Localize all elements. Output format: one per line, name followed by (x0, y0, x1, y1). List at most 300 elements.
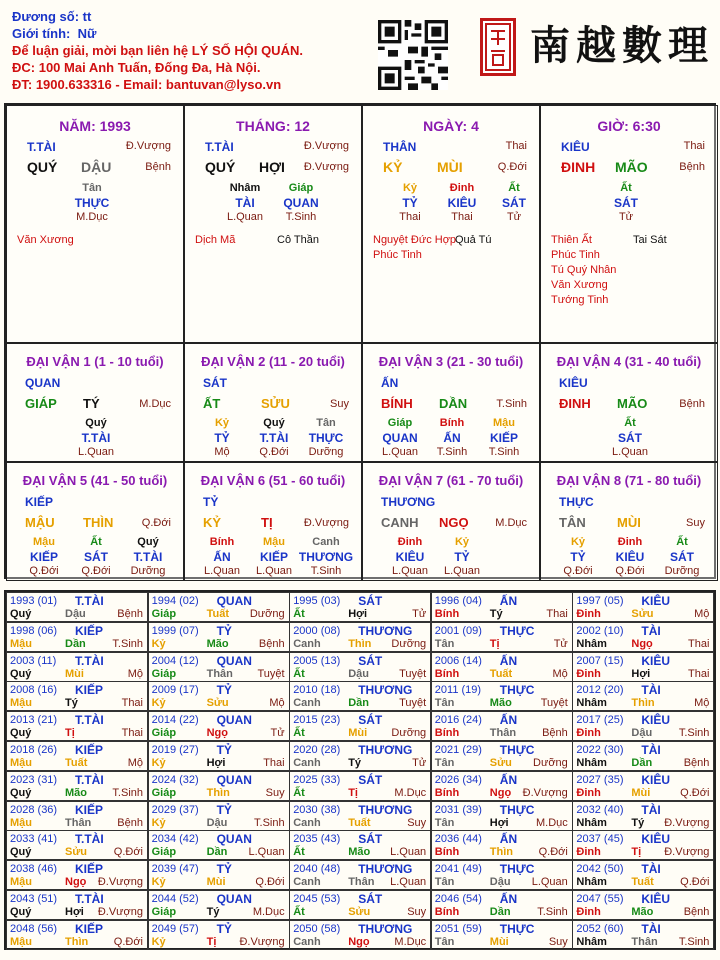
star-name: Tướng Tinh (551, 294, 609, 306)
dai-van-branch: SỬU (261, 396, 290, 411)
year-status: Suy (265, 786, 285, 799)
year-branch: Hợi (65, 906, 84, 918)
pillar-status: Đ.Vượng (303, 161, 349, 173)
pillar-status: Bệnh (145, 161, 171, 173)
year-label: 2004 (12) (151, 654, 199, 667)
dai-van-title: ĐẠI VẬN 6 (51 - 60 tuổi) (200, 473, 346, 488)
year-stem: Nhâm (576, 876, 607, 889)
year-stem: Giáp (151, 786, 177, 799)
year-cell (289, 890, 431, 920)
year-god: ẤN (499, 653, 518, 668)
dai-van-stem: BÍNH (381, 396, 413, 411)
year-branch: Ngọ (631, 637, 653, 650)
year-god: ẤN (499, 594, 518, 608)
year-cell (6, 860, 148, 890)
owner-label: Đương số: (12, 9, 80, 24)
hidden-god: THỰC (74, 196, 110, 210)
year-stem: Giáp (151, 727, 177, 740)
year-stem: Tân (434, 876, 455, 889)
year-cell (148, 622, 290, 652)
dai-van-status: Suy (686, 517, 705, 529)
hidden-god: SÁT (618, 431, 642, 445)
year-stem: Tân (434, 697, 455, 710)
year-stem: Ất (293, 786, 305, 799)
pillar-title: THÁNG: 12 (236, 118, 310, 134)
year-status: M.Dục (394, 786, 427, 799)
year-branch: Mùi (489, 935, 509, 948)
star-name: Quả Tú (455, 234, 492, 246)
year-god: QUAN (216, 832, 252, 847)
hidden-stem: Ất (676, 536, 688, 548)
year-cell (148, 860, 290, 890)
year-stem: Mậu (10, 816, 32, 829)
pillar-top-god: T.TÀI (205, 140, 234, 154)
year-branch: Sửu (206, 697, 229, 710)
year-cell (289, 622, 431, 652)
year-stem: Bính (434, 727, 460, 740)
year-stem: Nhâm (576, 816, 607, 829)
year-stem: Canh (293, 935, 321, 948)
star-name: Cô Thần (277, 234, 319, 246)
year-god: TỶ (216, 743, 232, 757)
year-label: 2009 (17) (151, 684, 199, 697)
year-stem: Ất (293, 906, 305, 918)
hidden-rel: L.Quan (611, 446, 649, 458)
year-status: Q.Đới (680, 786, 710, 799)
hidden-stem: Đinh (617, 536, 643, 548)
year-cell (6, 681, 148, 711)
year-status: Tử (553, 637, 568, 650)
hidden-rel: Thai (451, 211, 473, 223)
year-stem: Mậu (10, 637, 32, 650)
year-god: T.TÀI (75, 653, 104, 668)
hidden-stem: Quý (85, 417, 107, 429)
year-label: 2019 (27) (151, 744, 199, 756)
year-status: Suy (548, 935, 568, 948)
year-label: 2007 (15) (576, 654, 624, 667)
year-label: 2039 (47) (151, 863, 199, 876)
pillar-top-god: KIÊU (561, 140, 590, 154)
year-god: THỰC (499, 743, 535, 757)
star-name: Dịch Mã (195, 234, 236, 246)
year-god: TỶ (216, 623, 232, 638)
year-cell (289, 860, 431, 890)
year-stem: Đinh (576, 667, 601, 680)
year-status: Q.Đới (680, 876, 710, 889)
hidden-rel: Q.Đới (29, 565, 59, 577)
year-cell (6, 801, 148, 831)
hidden-god: QUAN (283, 196, 319, 210)
year-god: TÀI (641, 921, 661, 936)
year-status: Tử (270, 727, 285, 740)
year-god: THƯƠNG (358, 743, 413, 757)
year-stem: Mậu (10, 757, 32, 769)
star-name: Nguyệt Đức Hợp (373, 234, 457, 246)
dai-van-title: ĐẠI VẬN 7 (61 - 70 tuổi) (378, 473, 524, 488)
year-cell (572, 622, 714, 652)
year-branch: Mùi (65, 667, 84, 680)
year-cell (431, 771, 573, 801)
contact-line-2: ĐC: 100 Mai Anh Tuấn, Đống Đa, Hà Nội. (12, 60, 261, 75)
year-stem: Canh (293, 876, 321, 889)
year-cell (289, 652, 431, 682)
hidden-rel: Mộ (214, 446, 230, 458)
dai-van-status: Đ.Vượng (303, 517, 349, 529)
year-god: TỶ (216, 802, 232, 817)
hidden-god: THỰC (308, 431, 344, 445)
year-god: QUAN (216, 653, 252, 668)
dai-van-title: ĐẠI VẬN 5 (41 - 50 tuổi) (22, 473, 168, 488)
star-name: Phúc Tinh (373, 249, 422, 261)
year-god: TỶ (216, 862, 232, 877)
hidden-stem: Giáp (387, 417, 413, 429)
year-god: KIÊU (641, 772, 671, 787)
year-branch: Mão (348, 846, 371, 859)
year-stem: Kỷ (151, 816, 166, 829)
dai-van-status: T.Sinh (496, 398, 527, 410)
year-branch: Ngọ (489, 786, 512, 799)
year-god: KIẾP (75, 862, 104, 877)
dai-van-stem: TÂN (559, 515, 586, 530)
year-cell (148, 652, 290, 682)
year-status: Bệnh (683, 906, 710, 918)
year-branch: Tị (631, 846, 642, 859)
year-god: QUAN (216, 594, 252, 608)
year-cell (289, 830, 431, 860)
year-label: 1998 (06) (10, 624, 58, 637)
year-cell (431, 711, 573, 741)
year-god: QUAN (216, 892, 252, 906)
hidden-god: KIÊU (447, 196, 477, 210)
hidden-god: TỶ (214, 431, 230, 445)
hidden-stem: Tân (82, 182, 102, 194)
year-god: SÁT (358, 653, 383, 668)
year-stem: Canh (293, 637, 321, 650)
year-branch: Dậu (65, 608, 86, 620)
annual-luck-table (4, 590, 716, 950)
year-status: Đ.Vượng (239, 935, 285, 948)
hidden-stem: Ất (624, 417, 636, 429)
year-god: SÁT (358, 594, 383, 608)
year-cell (148, 830, 290, 860)
dai-van-stem: GIÁP (25, 396, 57, 411)
year-status: Thai (546, 608, 568, 620)
hidden-god: TỶ (454, 550, 470, 564)
year-stem: Kỷ (151, 876, 166, 889)
year-cell (289, 681, 431, 711)
header-line-gender (12, 25, 303, 42)
year-god: SÁT (358, 832, 383, 847)
year-label: 1999 (07) (151, 624, 199, 637)
hidden-stem: Ất (90, 536, 102, 548)
year-branch: Sửu (65, 846, 88, 859)
pillar-stem: KỶ (383, 159, 403, 175)
dai-van-title: ĐẠI VẬN 1 (1 - 10 tuổi) (26, 354, 164, 369)
dai-van-status: Suy (330, 398, 349, 410)
header-line-owner (12, 8, 303, 25)
year-status: Bệnh (542, 727, 568, 740)
year-branch: Thân (489, 727, 517, 740)
year-god: TỶ (216, 921, 232, 936)
year-cell (289, 771, 431, 801)
year-cell (431, 830, 573, 860)
year-status: L.Quan (390, 846, 427, 859)
year-branch: Thân (631, 935, 658, 948)
year-stem: Tân (434, 816, 455, 829)
gender-label: Giới tính: (12, 26, 71, 41)
year-branch: Dậu (631, 727, 653, 740)
year-status: Mộ (269, 697, 285, 710)
year-stem: Quý (10, 846, 32, 859)
hidden-stem: Canh (312, 536, 340, 548)
year-cell (431, 860, 573, 890)
year-god: TÀI (641, 623, 661, 638)
pillar-status: Q.Đới (497, 161, 527, 173)
year-status: T.Sinh (537, 906, 568, 918)
year-status: M.Dục (252, 906, 285, 918)
dai-van-god: THƯƠNG (381, 495, 436, 509)
year-status: Thai (121, 697, 143, 710)
pillar-title: GIỜ: 6:30 (597, 118, 661, 134)
year-god: T.TÀI (75, 892, 104, 906)
year-status: Mộ (127, 667, 143, 680)
year-stem: Kỷ (151, 637, 166, 650)
hidden-stem: Quý (137, 536, 159, 548)
year-cell (431, 681, 573, 711)
year-status: T.Sinh (112, 786, 143, 799)
year-status: Tử (412, 757, 427, 769)
hidden-god: KIẾP (29, 550, 58, 564)
year-status: Dưỡng (249, 608, 285, 620)
year-label: 2030 (38) (293, 803, 341, 816)
year-stem: Đinh (576, 906, 601, 918)
year-god: THỰC (499, 623, 535, 638)
year-status: Đ.Vượng (97, 876, 143, 889)
dai-van-branch: THÌN (83, 515, 114, 530)
year-cell (572, 860, 714, 890)
dai-van-cell-3 (362, 343, 540, 462)
year-branch: Tị (489, 637, 500, 650)
hidden-rel: T.Sinh (488, 446, 520, 458)
year-branch: Hợi (206, 757, 226, 769)
year-label: 2051 (59) (434, 922, 482, 935)
contact-line-3: ĐT: 1900.633316 - Email: bantuvan@lyso.vn (12, 77, 282, 92)
year-stem: Bính (434, 667, 460, 680)
star-name: Phúc Tinh (551, 249, 600, 261)
hidden-god: ẤN (213, 550, 231, 564)
year-branch: Dậu (489, 876, 511, 889)
year-stem: Đinh (576, 727, 601, 740)
year-branch: Tuất (489, 667, 513, 680)
year-god: TỶ (216, 683, 232, 698)
year-status: Mộ (694, 608, 710, 620)
year-god: TÀI (641, 862, 661, 877)
year-cell (6, 920, 148, 950)
year-label: 1993 (01) (10, 595, 58, 607)
year-branch: Dần (631, 757, 653, 769)
year-status: L.Quan (248, 846, 285, 859)
year-cell (148, 681, 290, 711)
pillar-top-rel: Đ.Vượng (303, 140, 349, 152)
hidden-god: T.TÀI (81, 431, 111, 445)
dai-van-god: ẤN (381, 376, 399, 390)
year-stem: Giáp (151, 846, 177, 859)
year-label: 2035 (43) (293, 833, 341, 846)
year-stem: Đinh (576, 608, 601, 620)
year-branch: Mùi (348, 727, 368, 740)
pillar-top-rel: Đ.Vượng (125, 140, 171, 152)
year-cell (431, 920, 573, 950)
year-god: ẤN (499, 713, 518, 728)
pillar-stem: QUÝ (27, 159, 58, 175)
year-status: Tử (412, 608, 427, 620)
year-label: 2041 (49) (434, 863, 482, 876)
year-stem: Ất (293, 727, 305, 740)
year-stem: Nhâm (576, 637, 607, 650)
pillar-title: NGÀY: 4 (423, 118, 479, 134)
year-status: Thai (687, 667, 710, 680)
dai-van-cell-6 (184, 462, 362, 581)
year-god: TÀI (641, 802, 661, 817)
dai-van-god: KIẾP (25, 495, 54, 509)
hidden-stem: Mậu (263, 536, 285, 548)
hidden-stem: Bính (439, 417, 465, 429)
year-status: Đ.Vượng (664, 816, 710, 829)
year-stem: Mậu (10, 697, 32, 710)
year-branch: Thân (206, 667, 233, 680)
year-stem: Quý (10, 786, 32, 799)
pillar-branch: MÃO (615, 159, 648, 175)
year-label: 2005 (13) (293, 654, 341, 667)
pillar-branch: HỢI (259, 159, 285, 175)
year-branch: Sửu (489, 757, 512, 769)
year-god: THƯƠNG (358, 921, 413, 936)
year-god: T.TÀI (75, 832, 104, 847)
year-branch: Tuất (206, 608, 229, 620)
year-label: 2000 (08) (293, 624, 341, 637)
dai-van-cell-4 (540, 343, 718, 462)
star-name: Tai Sát (633, 234, 667, 246)
year-cell (289, 801, 431, 831)
year-god: SÁT (358, 713, 383, 728)
year-label: 2010 (18) (293, 684, 341, 697)
pillar-top-god: T.TÀI (27, 140, 56, 154)
year-status: T.Sinh (678, 935, 710, 948)
dai-van-status: Q.Đới (141, 517, 171, 529)
year-label: 2016 (24) (434, 714, 482, 727)
year-branch: Dậu (348, 667, 369, 680)
year-status: Tuyệt (540, 697, 568, 710)
year-god: T.TÀI (75, 594, 104, 608)
hidden-rel: T.Sinh (285, 211, 317, 223)
hidden-rel: L.Quan (203, 565, 241, 577)
year-god: ẤN (499, 772, 518, 787)
year-cell (431, 652, 573, 682)
dai-van-title: ĐẠI VẬN 2 (11 - 20 tuổi) (201, 354, 345, 369)
hidden-rel: Q.Đới (259, 446, 289, 458)
pillar-stem: ĐINH (561, 159, 596, 175)
hidden-rel: L.Quan (77, 446, 115, 458)
year-cell (431, 801, 573, 831)
year-label: 2052 (60) (576, 922, 624, 935)
pillar-stem: QUÝ (205, 159, 236, 175)
year-status: Tuyệt (257, 667, 285, 680)
year-branch: Mão (65, 786, 87, 799)
year-branch: Tị (206, 935, 217, 948)
year-branch: Tý (65, 697, 78, 710)
dai-van-stem: KỶ (203, 515, 222, 530)
hidden-rel: Tử (618, 211, 634, 223)
year-stem: Mậu (10, 935, 32, 948)
year-status: Đ.Vượng (97, 906, 143, 918)
dai-van-status: M.Dục (495, 517, 527, 529)
year-label: 2046 (54) (434, 893, 482, 905)
hidden-rel: L.Quan (391, 565, 429, 577)
year-god: TÀI (641, 743, 661, 757)
year-cell (6, 652, 148, 682)
dai-van-cell-1 (6, 343, 184, 462)
hidden-stem: Quý (263, 417, 285, 429)
year-cell (572, 592, 714, 622)
year-status: L.Quan (531, 876, 568, 889)
year-branch: Thìn (65, 935, 89, 948)
year-label: 2023 (31) (10, 773, 58, 786)
hidden-rel: Q.Đới (615, 565, 645, 577)
year-label: 2043 (51) (10, 893, 58, 905)
year-stem: Quý (10, 608, 32, 620)
hidden-rel: Q.Đới (563, 565, 593, 577)
year-god: KIẾP (75, 802, 104, 817)
year-stem: Đinh (576, 846, 601, 859)
pillar-cell-3 (540, 105, 718, 343)
year-branch: Mão (206, 637, 229, 650)
qr-code[interactable] (378, 20, 448, 90)
year-god: THỰC (499, 862, 535, 877)
dai-van-cell-2 (184, 343, 362, 462)
year-label: 2037 (45) (576, 833, 624, 846)
year-label: 2001 (09) (434, 624, 482, 637)
year-god: THƯƠNG (358, 623, 413, 638)
year-branch: Dần (489, 906, 511, 918)
hidden-rel: Dưỡng (308, 446, 344, 458)
dai-van-status: M.Dục (139, 398, 171, 410)
year-label: 2036 (44) (434, 833, 482, 846)
year-label: 2040 (48) (293, 863, 341, 876)
year-stem: Nhâm (576, 697, 607, 710)
hidden-stem: Đinh (397, 536, 423, 548)
hidden-god: KIÊU (395, 550, 425, 564)
year-label: 1994 (02) (151, 595, 199, 607)
year-status: Dưỡng (391, 637, 427, 650)
year-cell (289, 592, 431, 622)
year-cell (6, 592, 148, 622)
year-cell (572, 652, 714, 682)
dai-van-cell-5 (6, 462, 184, 581)
year-stem: Nhâm (576, 757, 607, 769)
hidden-rel: Tử (506, 211, 522, 223)
year-god: T.TÀI (75, 772, 104, 787)
year-label: 2011 (19) (434, 684, 482, 697)
year-god: QUAN (216, 772, 252, 787)
year-label: 2002 (10) (576, 624, 624, 637)
year-stem: Canh (293, 697, 321, 710)
dai-van-god: SÁT (203, 376, 227, 390)
year-status: Tuyệt (399, 697, 427, 710)
year-branch: Ngọ (65, 876, 87, 889)
year-cell (431, 592, 573, 622)
year-cell (572, 771, 714, 801)
star-name: Tú Quý Nhân (551, 264, 617, 276)
